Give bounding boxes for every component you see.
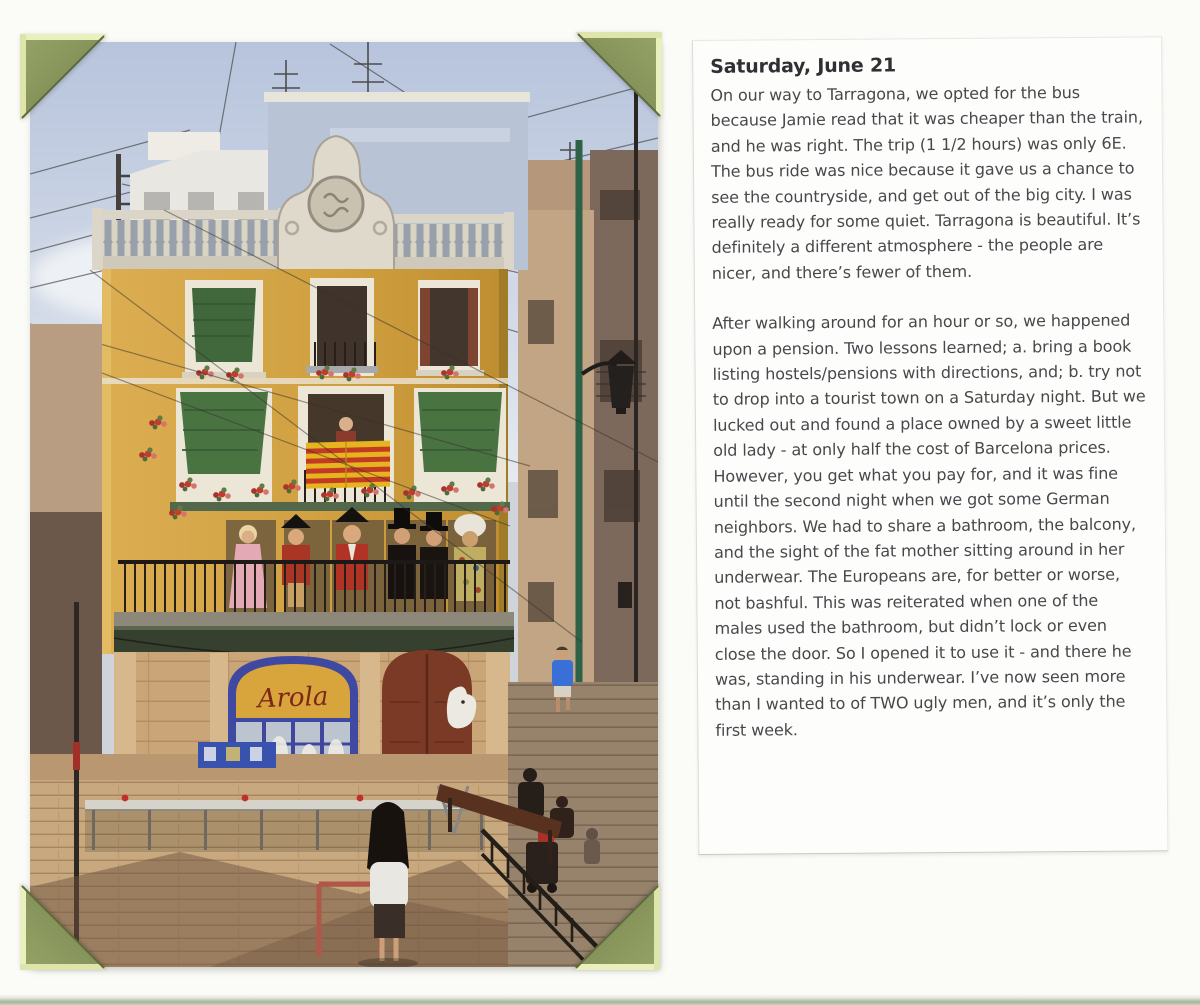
photo-tarragona-mural bbox=[30, 42, 658, 967]
photo-corner-pocket-top-right bbox=[576, 32, 662, 118]
balustrade-right bbox=[380, 212, 514, 270]
journal-paragraph-1: On our way to Tarragona, we opted for the bus because Jamie read that it was cheaper than the train, and he was right. The trip (1 1/2 hours) was only 6E. The bus ride was nice because it gave us a chance to see the countryside, and get out of the big city. I was really ready for some quiet. Tarragona is beautiful. It’s definitely a different atmosphere - the people are nicer, and there’s fewer of them. bbox=[710, 82, 1143, 283]
balustrade-left bbox=[92, 208, 289, 270]
photo-corner-pocket-top-left bbox=[20, 34, 106, 120]
mural-figure-balcony bbox=[339, 417, 353, 431]
journal-entry-paper bbox=[692, 36, 1168, 855]
photo-corner-pocket-bottom-left bbox=[20, 884, 106, 970]
medallion-icon bbox=[309, 177, 363, 231]
photo-scene bbox=[30, 42, 658, 967]
page-bottom-edge bbox=[0, 994, 1200, 1005]
shop-sign-text: Arola bbox=[257, 681, 329, 715]
photo-corner-pocket-bottom-right bbox=[574, 884, 660, 970]
journal-paragraph-2: After walking around for an hour or so, we happened upon a pension. Two lessons learned; a. bring a book listing hostels/pensions with directions, and; b. try not to drop into a tourist town on a Saturday night. But we lucked out and found a place owned by a sweet little old lady - at only half the cost of Barcelona prices. However, you get what you pay for, and it was fine until the second night when we got some German neighbors. We had to share a bathroom, the balcony, and the sight of the fat mother sitting around in her underwear. The Europeans are, for better or worse, not bashful. This was reiterated when one of the males used the bathroom, but didn’t lock or even close the door. So I opened it to use it - and there he was, standing in his underwear. I’ve now seen more than I wanted to of TWO ugly men, and it’s only the first week. bbox=[712, 310, 1146, 740]
blue-banner bbox=[198, 742, 276, 768]
windows-upper-row bbox=[182, 278, 484, 378]
journal-entry-title: Saturday, June 21 bbox=[710, 54, 897, 78]
